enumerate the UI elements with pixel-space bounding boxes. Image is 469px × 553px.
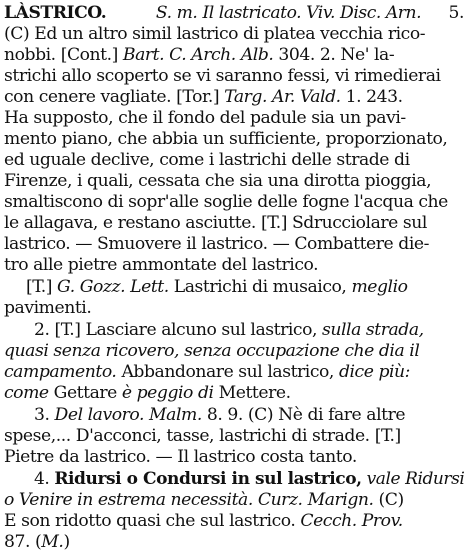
text-line: [4, 254, 318, 276]
headword: LÀSTRICO.: [4, 3, 107, 23]
text-segment: Del lavoro. Malm.: [54, 405, 202, 425]
text-segment: (C): [373, 490, 404, 510]
text-segment: Targ. Ar. Vald.: [224, 87, 341, 107]
text-segment: (C) Ed un altro simil lastrico di platea vecchia rico-: [4, 24, 426, 44]
text-line: [4, 297, 91, 319]
text-line: [4, 44, 394, 66]
text-line: [34, 468, 464, 490]
text-line: [4, 191, 448, 213]
text-segment: Pietre da lastrico. — Il lastrico costa tanto.: [4, 447, 357, 467]
text-segment: campamento.: [4, 362, 117, 382]
text-segment: tro alle pietre ammontate del lastrico.: [4, 255, 319, 275]
text-line: [4, 65, 441, 87]
text-line: [26, 276, 408, 298]
text-segment: Ha supposto, che il fondo del padule sia un pavi-: [4, 108, 406, 128]
text-segment: E son ridotto quasi che sul lastrico.: [4, 511, 301, 531]
text-segment: [129, 2, 134, 24]
text-line: [4, 128, 447, 150]
text-line: [4, 23, 425, 45]
text-segment: ): [63, 532, 70, 552]
text-segment: dice più:: [338, 362, 411, 382]
text-segment: 2. [T.] Lasciare alcuno sul lastrico,: [34, 320, 322, 340]
text-segment: ed uguale declive, come i lastrichi delle strade di: [4, 150, 410, 170]
text-segment: 8. 9. (C) Nè di fare altre: [201, 405, 406, 425]
text-segment: con cenere vagliate. [Tor.]: [4, 87, 225, 107]
text-line: [4, 425, 401, 447]
text-segment: 1. 243.: [340, 87, 403, 107]
text-segment: sulla strada,: [322, 320, 424, 340]
dictionary-entry-page: [4, 0, 465, 553]
text-segment: 3.: [34, 405, 55, 425]
text-segment: smaltiscono di sopr'alle soglie delle fogne l'acqua che: [4, 192, 448, 212]
text-segment: S. m. Il lastricato. Viv. Disc. Arn.: [155, 3, 422, 23]
text-segment: 304. 2. Ne' la-: [273, 45, 395, 65]
text-segment: Abbandonare sul lastrico,: [116, 362, 339, 382]
text-line: [4, 86, 403, 108]
text-segment: Firenze, i quali, cessata che sia una dirotta pioggia,: [4, 171, 432, 191]
text-segment: lastrico. — Smuovere il lastrico. — Combattere die-: [4, 234, 429, 254]
text-line: [4, 382, 291, 404]
text-segment: vale Ridursi: [366, 469, 465, 489]
text-segment: quasi senza ricovero, senza occupazione che dia il: [4, 341, 420, 361]
text-segment: Mettere.: [213, 383, 291, 403]
text-segment: Bart. C. Arch. Alb.: [122, 45, 274, 65]
text-line: [4, 2, 464, 24]
text-segment: strichi allo scoperto se vi saranno fessi, vi rimedierai: [4, 66, 441, 86]
text-segment: M.: [41, 532, 64, 552]
text-segment: Lastrichi di musaico,: [168, 277, 352, 297]
text-line: [4, 212, 427, 234]
text-segment: meglio: [351, 277, 408, 297]
text-line: [4, 149, 410, 171]
text-segment: 87. (: [4, 532, 42, 552]
text-segment: le allagava, e restano asciutte. [T.] Sdrucciolare sul: [4, 213, 427, 233]
text-line: [4, 446, 357, 468]
text-line: [34, 404, 405, 426]
text-line: [4, 233, 429, 255]
text-line: [4, 489, 404, 511]
text-segment: Gettare: [48, 383, 122, 403]
text-segment: come: [4, 383, 49, 403]
text-segment: spese,... D'acconci, tasse, lastrichi di strade. [T.]: [4, 426, 401, 446]
text-segment: [T.]: [26, 277, 58, 297]
text-segment: mento piano, che abbia un sufficiente, proporzionato,: [4, 129, 448, 149]
text-line: [4, 531, 70, 553]
text-segment: pavimenti.: [4, 298, 92, 318]
text-segment: 5.: [443, 3, 464, 23]
text-line: [4, 340, 419, 362]
text-segment: Ridursi o Condursi in sul lastrico,: [54, 469, 362, 489]
text-segment: 4.: [34, 469, 55, 489]
text-segment: Cecch. Prov.: [300, 511, 403, 531]
text-line: [4, 170, 431, 192]
text-line: [4, 107, 406, 129]
text-line: [4, 510, 403, 532]
text-segment: nobbi. [Cont.]: [4, 45, 123, 65]
text-segment: G. Gozz. Lett.: [57, 277, 169, 297]
text-line: [34, 319, 424, 341]
text-segment: o Venire in estrema necessità. Curz. Marign.: [4, 490, 374, 510]
text-segment: è peggio di: [121, 383, 214, 403]
text-line: [4, 361, 410, 383]
